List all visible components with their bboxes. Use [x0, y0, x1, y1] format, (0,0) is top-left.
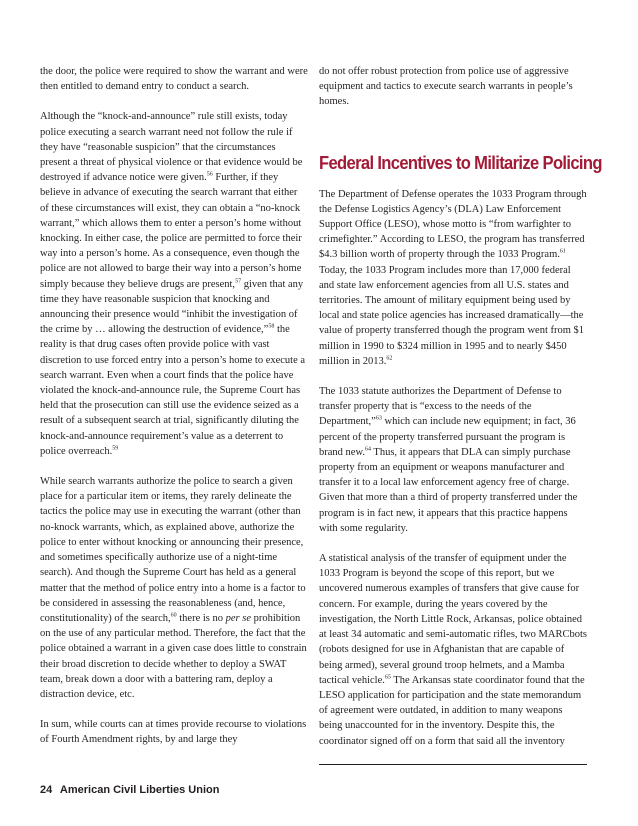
- text-run: prohibition on the use of any particular method. Therefore, the fact that the police obtained a warrant in a given case does little to constrain their broad discretion to decide whether to deploy a SWAT team, break down a door with a battering ram, deploy a distraction device, etc.: [40, 612, 307, 700]
- text-run: which can include new equipment; in fact, 36 percent of the property transferred pursuant the program is brand new.: [319, 416, 576, 458]
- paragraph: [40, 109, 308, 459]
- section-heading: Federal Incentives to Militarize Policing: [319, 152, 602, 173]
- text-run: Although the “knock-and-announce” rule still exists, today police executing a search warrant need not follow the rule if they have “reasonable suspicion” that the circumstances present a threat of physical violence or that evidence would be destroyed if advance notice were given.: [40, 111, 303, 184]
- paragraph: [319, 551, 587, 749]
- text-run: While search warrants authorize the police to search a given place for a particular item or items, they rarely delineate the tactics the police may use in executing the warrant (other than no-knock warrants, which, as explained above, authorize the police to enter without knocking or announcing their presence, and sometimes specifically authorize use of a night-time search). And though the Supreme Court has held as a general matter that the method of police entry into a home is a factor to be considered in assessing the reasonableness (and, hence, constitutionality) of the search,: [40, 476, 306, 624]
- paragraph: [40, 474, 308, 702]
- text-run: there is no: [176, 612, 226, 624]
- footnote-ref[interactable]: 61: [559, 248, 566, 255]
- right-column: [319, 64, 602, 765]
- footnote-ref[interactable]: 64: [364, 446, 371, 453]
- footnote-ref[interactable]: 65: [384, 674, 391, 681]
- publication-name: American Civil Liberties Union: [59, 784, 220, 796]
- paragraph: In sum, while courts can at times provide recourse to violations of Fourth Amendment rights, by and large they: [40, 719, 307, 746]
- footnote-ref[interactable]: 62: [386, 355, 393, 362]
- text-run: Further, if they believe in advance of executing the search warrant that either of these circumstances will exist, they can obtain a “no-knock warrant,” which allows them to enter a person’s home without knocking. In either case, the police are permitted to force their way into a person’s home. As a consequence, even though the police are not allowed to barge their way into a person’s home simply because they believe drugs are present,: [40, 172, 302, 290]
- footnote-ref[interactable]: 60: [170, 612, 177, 619]
- text-run: Thus, it appears that DLA can simply purchase property from an equipment or weapons manufacturer and transfer it to a local law enforcement agency free of charge. Given that more than a third of property transferred under the program is in fact new, it appears that this practice happens with some regularity.: [319, 446, 578, 534]
- paragraph: [319, 187, 587, 369]
- text-run: Today, the 1033 Program includes more than 17,000 federal and state law enforcement agencies from all U.S. states and territories. The amount of military equipment being used by local and state police agencies has increased dramatically—the value of property transferred though the program went from $1 million in 1990 to $324 million in 1995 and to nearly $450 million in 2013.: [319, 264, 585, 367]
- paragraph: do not offer robust protection from police use of aggressive equipment and tactics to execute search warrants in people’s homes.: [319, 66, 573, 108]
- text-run: A statistical analysis of the transfer of equipment under the 1033 Program is beyond the scope of this report, but we uncovered numerous examples of transfers that give cause for concern. For example, during the years covered by the investigation, the North Little Rock, Arkansas, police obtained at least 34 automatic and semi-automatic rifles, two MARCbots (robots designed for use in Afghanistan that are capable of being armed), several ground troop helmets, and a Mamba tactical vehicle.: [319, 553, 587, 686]
- paragraph: the door, the police were required to show the warrant and were then entitled to demand entry to conduct a search.: [40, 66, 308, 93]
- footnote-ref[interactable]: 58: [268, 323, 275, 330]
- footnote-ref[interactable]: 63: [375, 415, 382, 422]
- text-run: given that any time they have reasonable suspicion that knocking and announcing their presence would “inhibit the investigation of the crime by … allowing the destruction of evidence,”: [40, 278, 304, 336]
- footnote-ref[interactable]: 59: [112, 445, 119, 452]
- text-run: the reality is that drug cases often provide police with vast discretion to use forced entry into a person’s home to execute a search warrant. Even when a court finds that the police have violated the knock-and-announce rule, the Supreme Court has held that the prosecution can still use the evidence seized as a result of a subsequent search at trial, significantly diluting the knock-and-announce requirement’s value as a deterrent to police overreach.: [40, 324, 306, 457]
- paragraph: [319, 384, 587, 536]
- text-run: The Department of Defense operates the 1033 Program through the Defense Logistics Agency’s (DLA) Law Enforcement Support Office (LESO), whose motto is “from warfighter to crimefighter.” According to LESO, the program has transferred $4.3 billion worth of property through the 1033 Program.: [319, 188, 587, 261]
- column-end-rule: [319, 764, 587, 765]
- footnote-ref[interactable]: 56: [206, 171, 213, 178]
- footnote-ref[interactable]: 57: [235, 278, 242, 285]
- text-run: The Arkansas state coordinator found that the LESO application for participation and the state memorandum of agreement were outdated, in addition to many weapons being unaccounted for in the inventory. Despite this, the coordinator signed off on a form that said all the inventory: [319, 674, 585, 747]
- text-run: The 1033 statute authorizes the Department of Defense to transfer property that is “excess to the needs of the Department,”: [319, 386, 562, 428]
- left-column: [40, 64, 308, 748]
- italic-phrase: per se: [225, 612, 252, 624]
- page-footer: [40, 783, 219, 797]
- page-number: 24: [40, 784, 53, 796]
